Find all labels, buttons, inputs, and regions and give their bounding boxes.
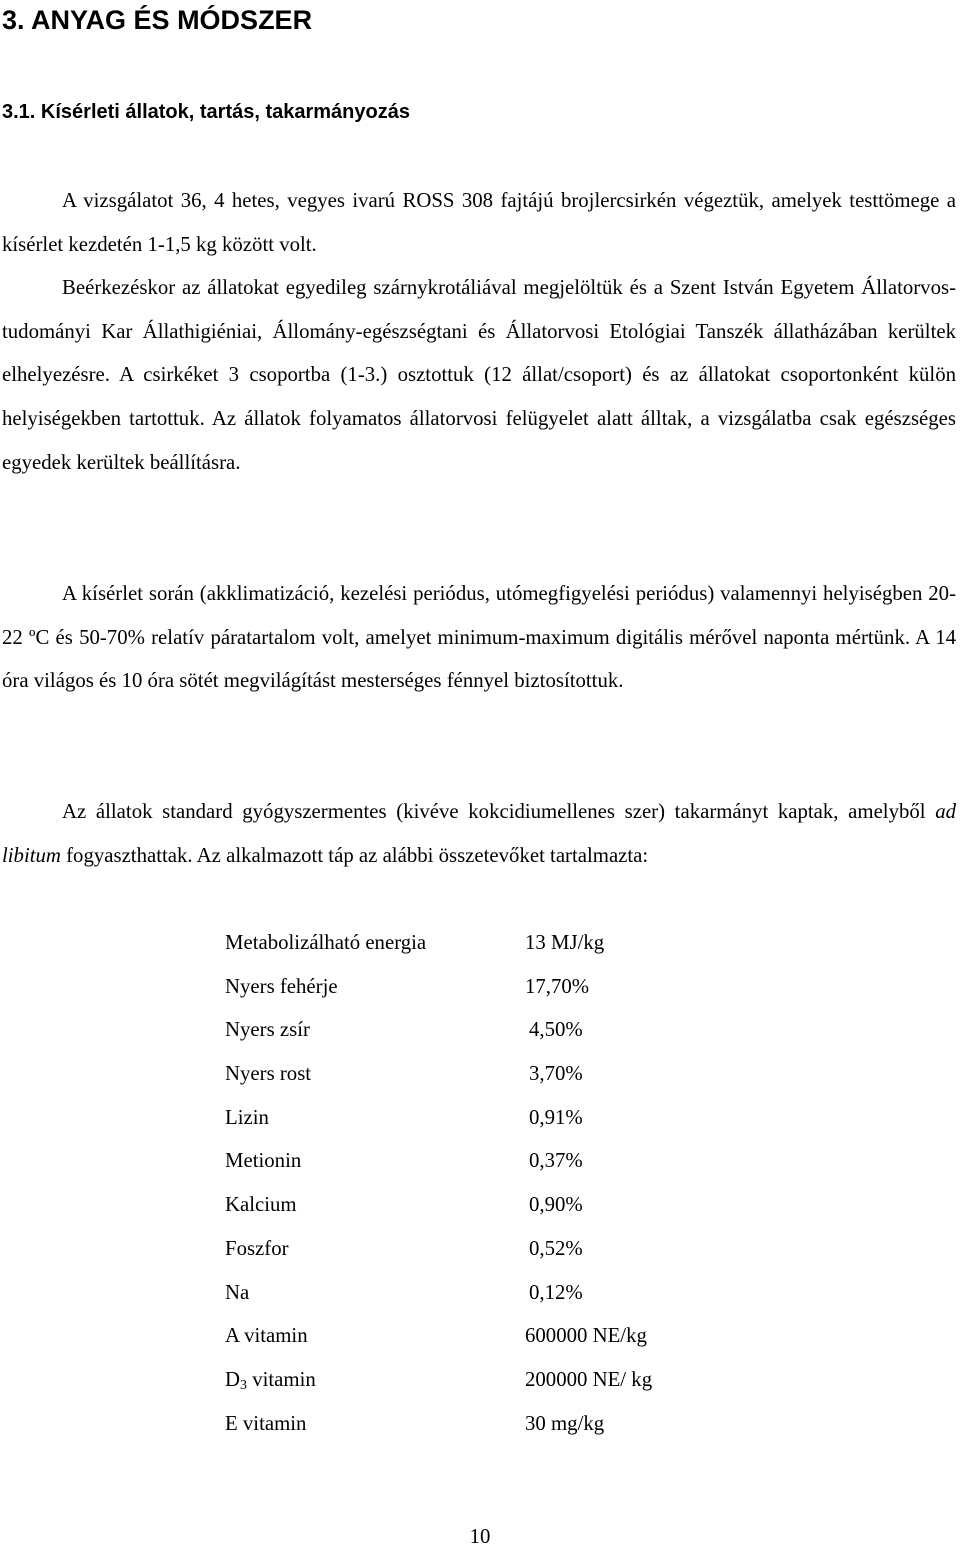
ingredient-name: Nyers zsír	[225, 1018, 310, 1042]
paragraph-environment	[2, 572, 956, 703]
ingredient-name: Na	[225, 1280, 250, 1304]
subsection-title: 3.1. Kísérleti állatok, tartás, takarmányozás	[2, 101, 410, 123]
ingredient-row	[225, 1227, 652, 1271]
ingredient-name: E vitamin	[225, 1411, 307, 1435]
ingredient-value: 3,70%	[529, 1062, 583, 1086]
ingredient-value: 0,91%	[529, 1105, 583, 1129]
ingredient-row	[225, 1008, 652, 1052]
ingredient-name-prefix: D	[225, 1367, 241, 1391]
ingredient-name-suffix: vitamin	[247, 1367, 316, 1391]
paragraph-feed	[2, 790, 956, 877]
paragraph-feed-italic: ad libitum	[2, 800, 956, 867]
ingredient-value: 600000 NE/kg	[525, 1324, 647, 1348]
ingredient-row	[225, 1402, 652, 1446]
ingredient-name: Kalcium	[225, 1193, 297, 1217]
ingredient-value: 0,12%	[529, 1280, 583, 1304]
paragraph-feed-text-before: Az állatok standard gyógyszermentes (kivéve kokcidiumellenes szer) takarmányt kaptak, amelyből	[62, 800, 936, 823]
ingredient-name: Metabolizálható energia	[225, 931, 427, 954]
paragraph-environment-text: A kísérlet során (akklimatizáció, kezelési periódus, utómegfigyelési periódus) valamennyi helyiségben 20-22 ºC és 50-70% relatív páratartalom volt, amelyet minimum-maximum digitális mérővel naponta mértünk. A 14 óra világos és 10 óra sötét megvilágítást mesterséges fénnyel biztosítottuk.	[2, 582, 956, 693]
page-number: 10	[469, 1525, 491, 1548]
ingredient-name: Foszfor	[225, 1236, 289, 1260]
ingredient-list	[225, 921, 652, 1445]
ingredient-value: 30 mg/kg	[525, 1411, 605, 1435]
ingredient-row	[225, 1096, 652, 1140]
paragraph-feed-text-after: fogyaszthattak. Az alkalmazott táp az alábbi összetevőket tartalmazta:	[60, 843, 649, 867]
ingredient-name-subscript: 3	[240, 1377, 248, 1393]
ingredient-value: 4,50%	[529, 1018, 583, 1042]
ingredient-name	[225, 1358, 525, 1402]
ingredient-row	[225, 1358, 652, 1402]
ingredient-value: 0,37%	[529, 1149, 583, 1173]
ingredient-row	[225, 1314, 652, 1358]
ingredient-row	[225, 1271, 652, 1315]
paragraph-housing-text: Beérkezéskor az állatokat egyedileg szárnykrotáliával megjelöltük és a Szent István Egyetem Állatorvos-tudományi Kar Állathigiéniai, Állomány-egészségtani és Állatorvosi Etológiai Tanszék állatházában kerültek elhelyezésre. A csirkéket 3 csoportba (1-3.) osztottuk (12 állat/csoport) és az állatokat csoportonként külön helyiségekben tartottuk. Az állatok folyamatos állatorvosi felügyelet alatt álltak, a vizsgálatba csak egészséges egyedek kerültek beállításra.	[2, 276, 956, 474]
ingredient-value: 13 MJ/kg	[525, 931, 605, 954]
ingredient-name: Metionin	[225, 1149, 302, 1173]
ingredient-name: A vitamin	[225, 1324, 308, 1348]
ingredient-value: 17,70%	[525, 974, 590, 998]
ingredient-row	[225, 1052, 652, 1096]
paragraph-animals	[2, 179, 956, 484]
paragraph-animals-text: A vizsgálatot 36, 4 hetes, vegyes ivarú ROSS 308 fajtájú brojlercsirkén végeztük, amelyek testtömege a kísérlet kezdetén 1-1,5 kg között volt.	[2, 189, 956, 256]
ingredient-row	[225, 1183, 652, 1227]
ingredient-row	[225, 965, 652, 1009]
section-title: 3. ANYAG ÉS MÓDSZER	[2, 5, 313, 35]
ingredient-row	[225, 1139, 652, 1183]
ingredient-name: Lizin	[225, 1105, 269, 1129]
ingredient-value: 0,52%	[529, 1236, 583, 1260]
ingredient-name: Nyers fehérje	[225, 974, 338, 998]
ingredient-value: 0,90%	[529, 1193, 583, 1217]
ingredient-name: Nyers rost	[225, 1062, 312, 1086]
ingredient-row	[225, 921, 652, 965]
ingredient-value: 200000 NE/ kg	[525, 1367, 653, 1391]
